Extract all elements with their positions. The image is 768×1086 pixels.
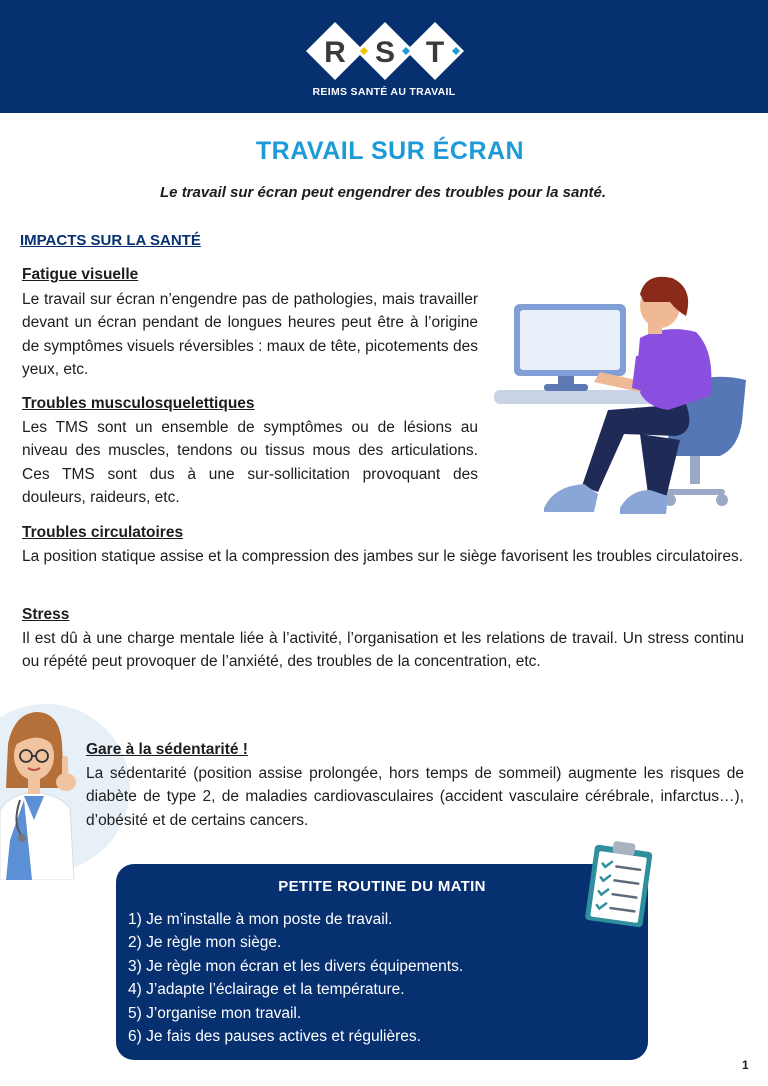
fatigue-text: Le travail sur écran n’engendre pas de pathologies, mais travailler devant un écran pendant de longues heures peut être à l’origine de symptômes visuels réversibles : maux de tête, picotements des yeux, etc. <box>22 291 478 379</box>
sedentarite-text: La sédentarité (position assise prolongée, hors temps de sommeil) augmente les risques de diabète de type 2, de maladies cardiovasculaires (accident vasculaire cérébrale, infarctus…), d’obésité et de certains cancers. <box>86 765 744 829</box>
logo-subtitle: REIMS SANTÉ AU TRAVAIL <box>312 86 456 98</box>
logo-letter-r: R <box>324 36 346 69</box>
routine-item: 4) J’adapte l’éclairage et la température. <box>128 981 405 999</box>
person-at-computer-icon <box>490 272 752 520</box>
fatigue-title: Fatigue visuelle <box>22 266 139 283</box>
morning-routine-box <box>116 864 648 1060</box>
routine-item: 2) Je règle mon siège. <box>128 934 282 952</box>
logo-letter-t: T <box>425 36 445 69</box>
circulatoires-text: La position statique assise et la compression des jambes sur le siège favorisent les troubles circulatoires. <box>22 548 744 565</box>
routine-item: 3) Je règle mon écran et les divers équipements. <box>128 957 464 975</box>
routine-item: 5) J’organise mon travail. <box>128 1004 302 1022</box>
circulatoires-title: Troubles circulatoires <box>22 524 184 541</box>
routine-list <box>128 908 463 1048</box>
header-banner <box>0 0 768 113</box>
page-number: 1 <box>742 1058 749 1072</box>
tms-title: Troubles musculosquelettiques <box>22 395 255 412</box>
tms-text: Les TMS sont un ensemble de symptômes ou de lésions au niveau des muscles, tendons ou tissus mous des articulations. Ces TMS sont dus à une sur-sollicitation provoquant des douleurs, raideurs, etc. <box>22 419 478 507</box>
routine-item: 1) Je m’installe à mon poste de travail. <box>128 911 393 928</box>
page-title: TRAVAIL SUR ÉCRAN <box>255 137 525 165</box>
section-heading-impacts: IMPACTS SUR LA SANTÉ <box>20 232 201 249</box>
routine-item: 6) Je fais des pauses actives et régulières. <box>128 1028 421 1046</box>
logo-letter-s: S <box>374 36 396 69</box>
sedentarite-title: Gare à la sédentarité ! <box>86 741 248 758</box>
stress-title: Stress <box>22 606 70 623</box>
routine-title: PETITE ROUTINE DU MATIN <box>278 878 486 895</box>
checklist-clipboard-icon <box>582 840 656 928</box>
rst-logo <box>302 18 468 84</box>
page-subtitle: Le travail sur écran peut engendrer des troubles pour la santé. <box>160 184 606 201</box>
stress-text: Il est dû à une charge mentale liée à l’activité, l’organisation et les relations de travail. Un stress continu ou répété peut provoquer de l’anxiété, des troubles de la concentration, etc. <box>22 630 744 671</box>
